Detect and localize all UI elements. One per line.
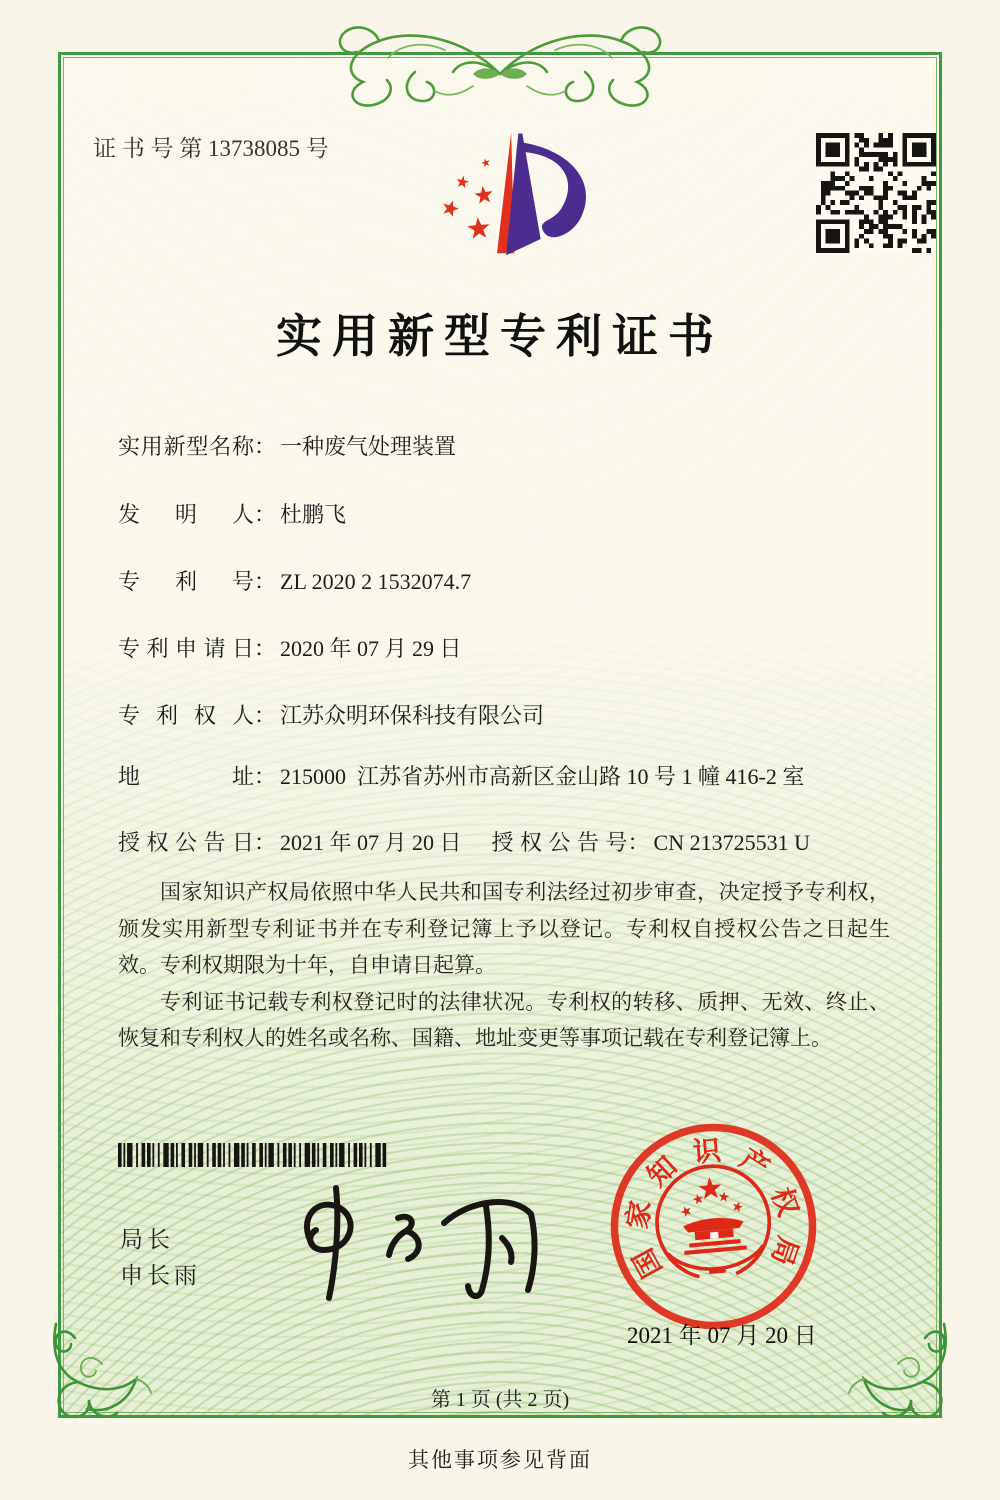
barcode-bar	[359, 1143, 363, 1167]
barcode-bar	[252, 1143, 256, 1167]
seal-character: 产	[733, 1143, 775, 1185]
field-label: 专利号	[118, 569, 254, 594]
barcode-bar	[171, 1143, 175, 1167]
director-name: 申长雨	[120, 1263, 201, 1288]
field-value: CN 213725531 U	[653, 830, 810, 855]
certificate-title: 实用新型专利证书	[276, 311, 724, 362]
barcode-bar	[147, 1143, 151, 1167]
star-icon	[680, 1206, 691, 1217]
seal-character: 局	[764, 1232, 804, 1270]
barcode-bar	[229, 1143, 231, 1167]
barcode-bar	[118, 1143, 122, 1167]
star-icon	[692, 1193, 703, 1204]
field-label: 授权公告号	[491, 830, 628, 855]
barcode-bar	[198, 1143, 203, 1167]
barcode-bar	[189, 1143, 193, 1167]
field-colon: ：	[254, 830, 277, 855]
field-row-patent-number	[118, 565, 471, 596]
barcode-bar	[136, 1143, 138, 1167]
seal-character: 知	[641, 1151, 684, 1193]
field-row-inventor	[118, 498, 346, 529]
barcode-bar	[218, 1143, 222, 1167]
field-row-grant	[118, 826, 810, 857]
barcode	[118, 1143, 388, 1167]
field-value: 2020 年 07 月 29 日	[280, 636, 462, 661]
qr-code	[816, 133, 936, 253]
grant-number-group	[492, 826, 810, 857]
barcode-bar	[163, 1143, 168, 1167]
legal-text-block	[118, 874, 890, 1057]
footer-note: 其他事项参见背面	[408, 1448, 592, 1472]
barcode-bar	[294, 1143, 296, 1167]
barcode-bar	[323, 1143, 327, 1167]
flourish-top-ornament-icon	[295, 12, 705, 122]
barcode-bar	[354, 1143, 358, 1167]
field-value: 杜鹏飞	[280, 502, 347, 527]
star-icon	[733, 1201, 744, 1212]
barcode-bar	[207, 1143, 209, 1167]
star-icon	[467, 217, 489, 239]
field-colon: ：	[254, 636, 277, 661]
barcode-bar	[370, 1143, 372, 1167]
field-label: 专利权人	[118, 703, 254, 728]
seal-character: 权	[764, 1183, 804, 1221]
barcode-bar	[158, 1143, 160, 1167]
barcode-bar	[241, 1143, 245, 1167]
field-row-filing-date	[118, 632, 462, 663]
director-title: 局长	[120, 1227, 174, 1252]
barcode-bar	[335, 1143, 337, 1167]
barcode-bar	[194, 1143, 196, 1167]
legal-paragraph: 国家知识产权局依照中华人民共和国专利法经过初步审查，决定授予专利权，颁发实用新型专利证书并在专利登记簿上予以登记。专利权自授权公告之日起生效。专利权期限为十年，自申请日起算。	[118, 880, 890, 977]
page-number: 第 1 页 (共 2 页)	[430, 1389, 570, 1411]
barcode-bar	[277, 1143, 279, 1167]
barcode-bar	[176, 1143, 178, 1167]
field-colon: ：	[627, 830, 650, 855]
field-colon: ：	[254, 703, 277, 728]
barcode-bar	[283, 1143, 287, 1167]
field-label: 授权公告日	[118, 830, 254, 855]
star-icon	[443, 200, 459, 216]
barcode-bar	[299, 1143, 301, 1167]
barcode-bar	[234, 1143, 239, 1167]
field-row-patentee	[118, 699, 544, 730]
field-label: 发明人	[118, 502, 254, 527]
star-icon	[481, 159, 489, 168]
official-seal	[592, 1105, 836, 1349]
barcode-bar	[181, 1143, 185, 1167]
barcode-bar	[375, 1143, 380, 1167]
barcode-bar	[383, 1143, 387, 1167]
barcode-bar	[348, 1143, 350, 1167]
barcode-bar	[268, 1143, 273, 1167]
barcode-bar	[127, 1143, 132, 1167]
barcode-bar	[288, 1143, 292, 1167]
barcode-bar	[212, 1143, 216, 1167]
field-row-address	[118, 760, 804, 791]
barcode-bar	[265, 1143, 267, 1167]
seal-date: 2021 年 07 月 20 日	[627, 1323, 817, 1348]
seal-character: 国	[627, 1242, 669, 1283]
field-colon: ：	[254, 434, 277, 459]
barcode-bar	[247, 1143, 249, 1167]
barcode-bar	[317, 1143, 319, 1167]
barcode-bar	[259, 1143, 263, 1167]
cnipa-logo-icon	[428, 120, 636, 288]
barcode-bar	[223, 1143, 225, 1167]
field-colon: ：	[254, 764, 277, 789]
barcode-bar	[152, 1143, 154, 1167]
barcode-bar	[312, 1143, 316, 1167]
barcode-bar	[142, 1143, 146, 1167]
star-icon	[698, 1176, 723, 1200]
field-row-name	[118, 430, 456, 461]
certificate-number: 证 书 号 第 13738085 号	[93, 136, 329, 161]
field-value: 一种废气处理装置	[280, 434, 457, 459]
field-value: 2021 年 07 月 20 日	[280, 830, 462, 855]
barcode-bar	[339, 1143, 344, 1167]
barcode-bar	[330, 1143, 334, 1167]
field-colon: ：	[254, 502, 277, 527]
barcode-bar	[364, 1143, 366, 1167]
legal-paragraph: 专利证书记载专利权登记时的法律状况。专利权的转移、质押、无效、终止、恢复和专利权人的姓名或名称、国籍、地址变更等事项记载在专利登记簿上。	[118, 989, 890, 1050]
field-value: ZL 2020 2 1532074.7	[280, 569, 472, 594]
star-icon	[474, 186, 492, 204]
star-icon	[719, 1191, 730, 1202]
field-value: 215000 江苏省苏州市高新区金山路 10 号 1 幢 416-2 室	[280, 764, 805, 789]
barcode-bar	[305, 1143, 310, 1167]
seal-character: 家	[622, 1198, 658, 1232]
field-label: 实用新型名称	[118, 434, 254, 459]
seal-character: 识	[691, 1135, 723, 1169]
director-signature-icon	[278, 1178, 538, 1304]
field-label: 专利申请日	[118, 636, 254, 661]
field-value: 江苏众明环保科技有限公司	[280, 703, 545, 728]
star-icon	[457, 176, 469, 188]
barcode-bar	[123, 1143, 125, 1167]
field-colon: ：	[254, 569, 277, 594]
field-label: 地址	[118, 764, 254, 789]
